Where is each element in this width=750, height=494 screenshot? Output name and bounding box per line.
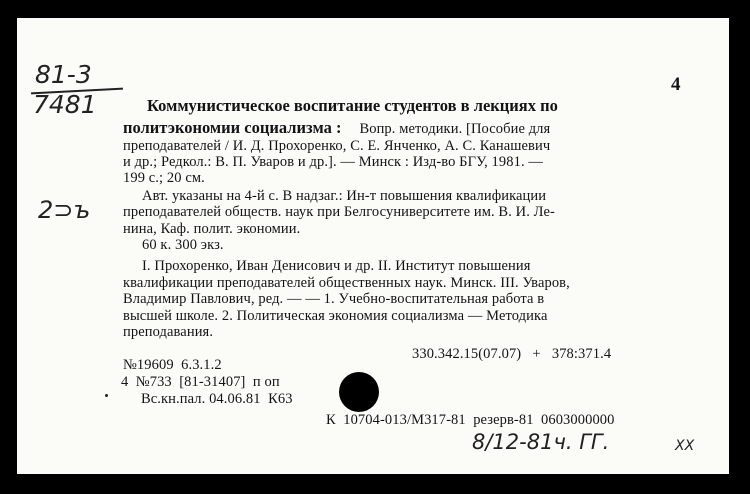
register-line: Вс.кн.пал. 04.06.81 К63: [141, 391, 293, 407]
price-copies: 60 к. 300 экз.: [142, 237, 224, 253]
handwritten-bottom-note: 8/12-81ч. ГГ.: [472, 430, 610, 454]
text-line-4: 199 с.; 20 см.: [123, 170, 205, 186]
title-bold-part: политэкономии социализма :: [123, 118, 342, 137]
handwritten-left-note: 2⊃ъ: [38, 196, 91, 224]
text-line-2: преподавателей / И. Д. Прохоренко, С. Е. Янченко, А. С. Канашевич: [123, 138, 551, 154]
card-number: 4: [671, 74, 681, 95]
handwritten-corner-mark: XX: [675, 438, 695, 454]
text-line-5: Авт. указаны на 4-й с. В надзаг.: Ин-т повышения квалификации: [142, 188, 547, 204]
catalog-code: К 10704-013/М317-81 резерв-81 0603000000: [326, 412, 615, 428]
text-line-12: высшей школе. 2. Политическая экономия социализма — Методика: [123, 308, 548, 324]
title-line-2-rest: Вопр. методики. [Пособие для: [359, 121, 551, 137]
handwritten-shelfmark-bottom: 7481: [33, 90, 97, 119]
order-line: 4 №733 [81-31407] п оп: [121, 374, 280, 390]
title-line-2: [123, 118, 550, 138]
handwritten-shelfmark-top: 81-3: [35, 60, 92, 89]
text-line-9: I. Прохоренко, Иван Денисович и др. II. Институт повышения: [142, 258, 531, 274]
text-line-11: Владимир Павлович, ред. — — 1. Учебно-воспитательная работа в: [123, 291, 545, 307]
punch-hole: [339, 372, 379, 412]
record-number: №19609 6.3.1.2: [123, 357, 222, 373]
text-line-10: квалификации преподавателей общественных наук. Минск. III. Уваров,: [123, 275, 570, 291]
catalog-card: [17, 18, 729, 474]
text-line-13: преподавания.: [123, 324, 214, 340]
classification-codes: 330.342.15(07.07) + 378:371.4: [412, 346, 612, 362]
ink-dot: [105, 394, 108, 397]
title-line-1: Коммунистическое воспитание студентов в лекциях по: [147, 96, 558, 115]
text-line-3: и др.; Редкол.: В. П. Уваров и др.]. — Минск : Изд-во БГУ, 1981. —: [123, 154, 543, 170]
text-line-7: нина, Каф. полит. экономии.: [123, 221, 301, 237]
text-line-6: преподавателей обществ. наук при Белгосуниверситете им. В. И. Ле-: [123, 204, 555, 220]
